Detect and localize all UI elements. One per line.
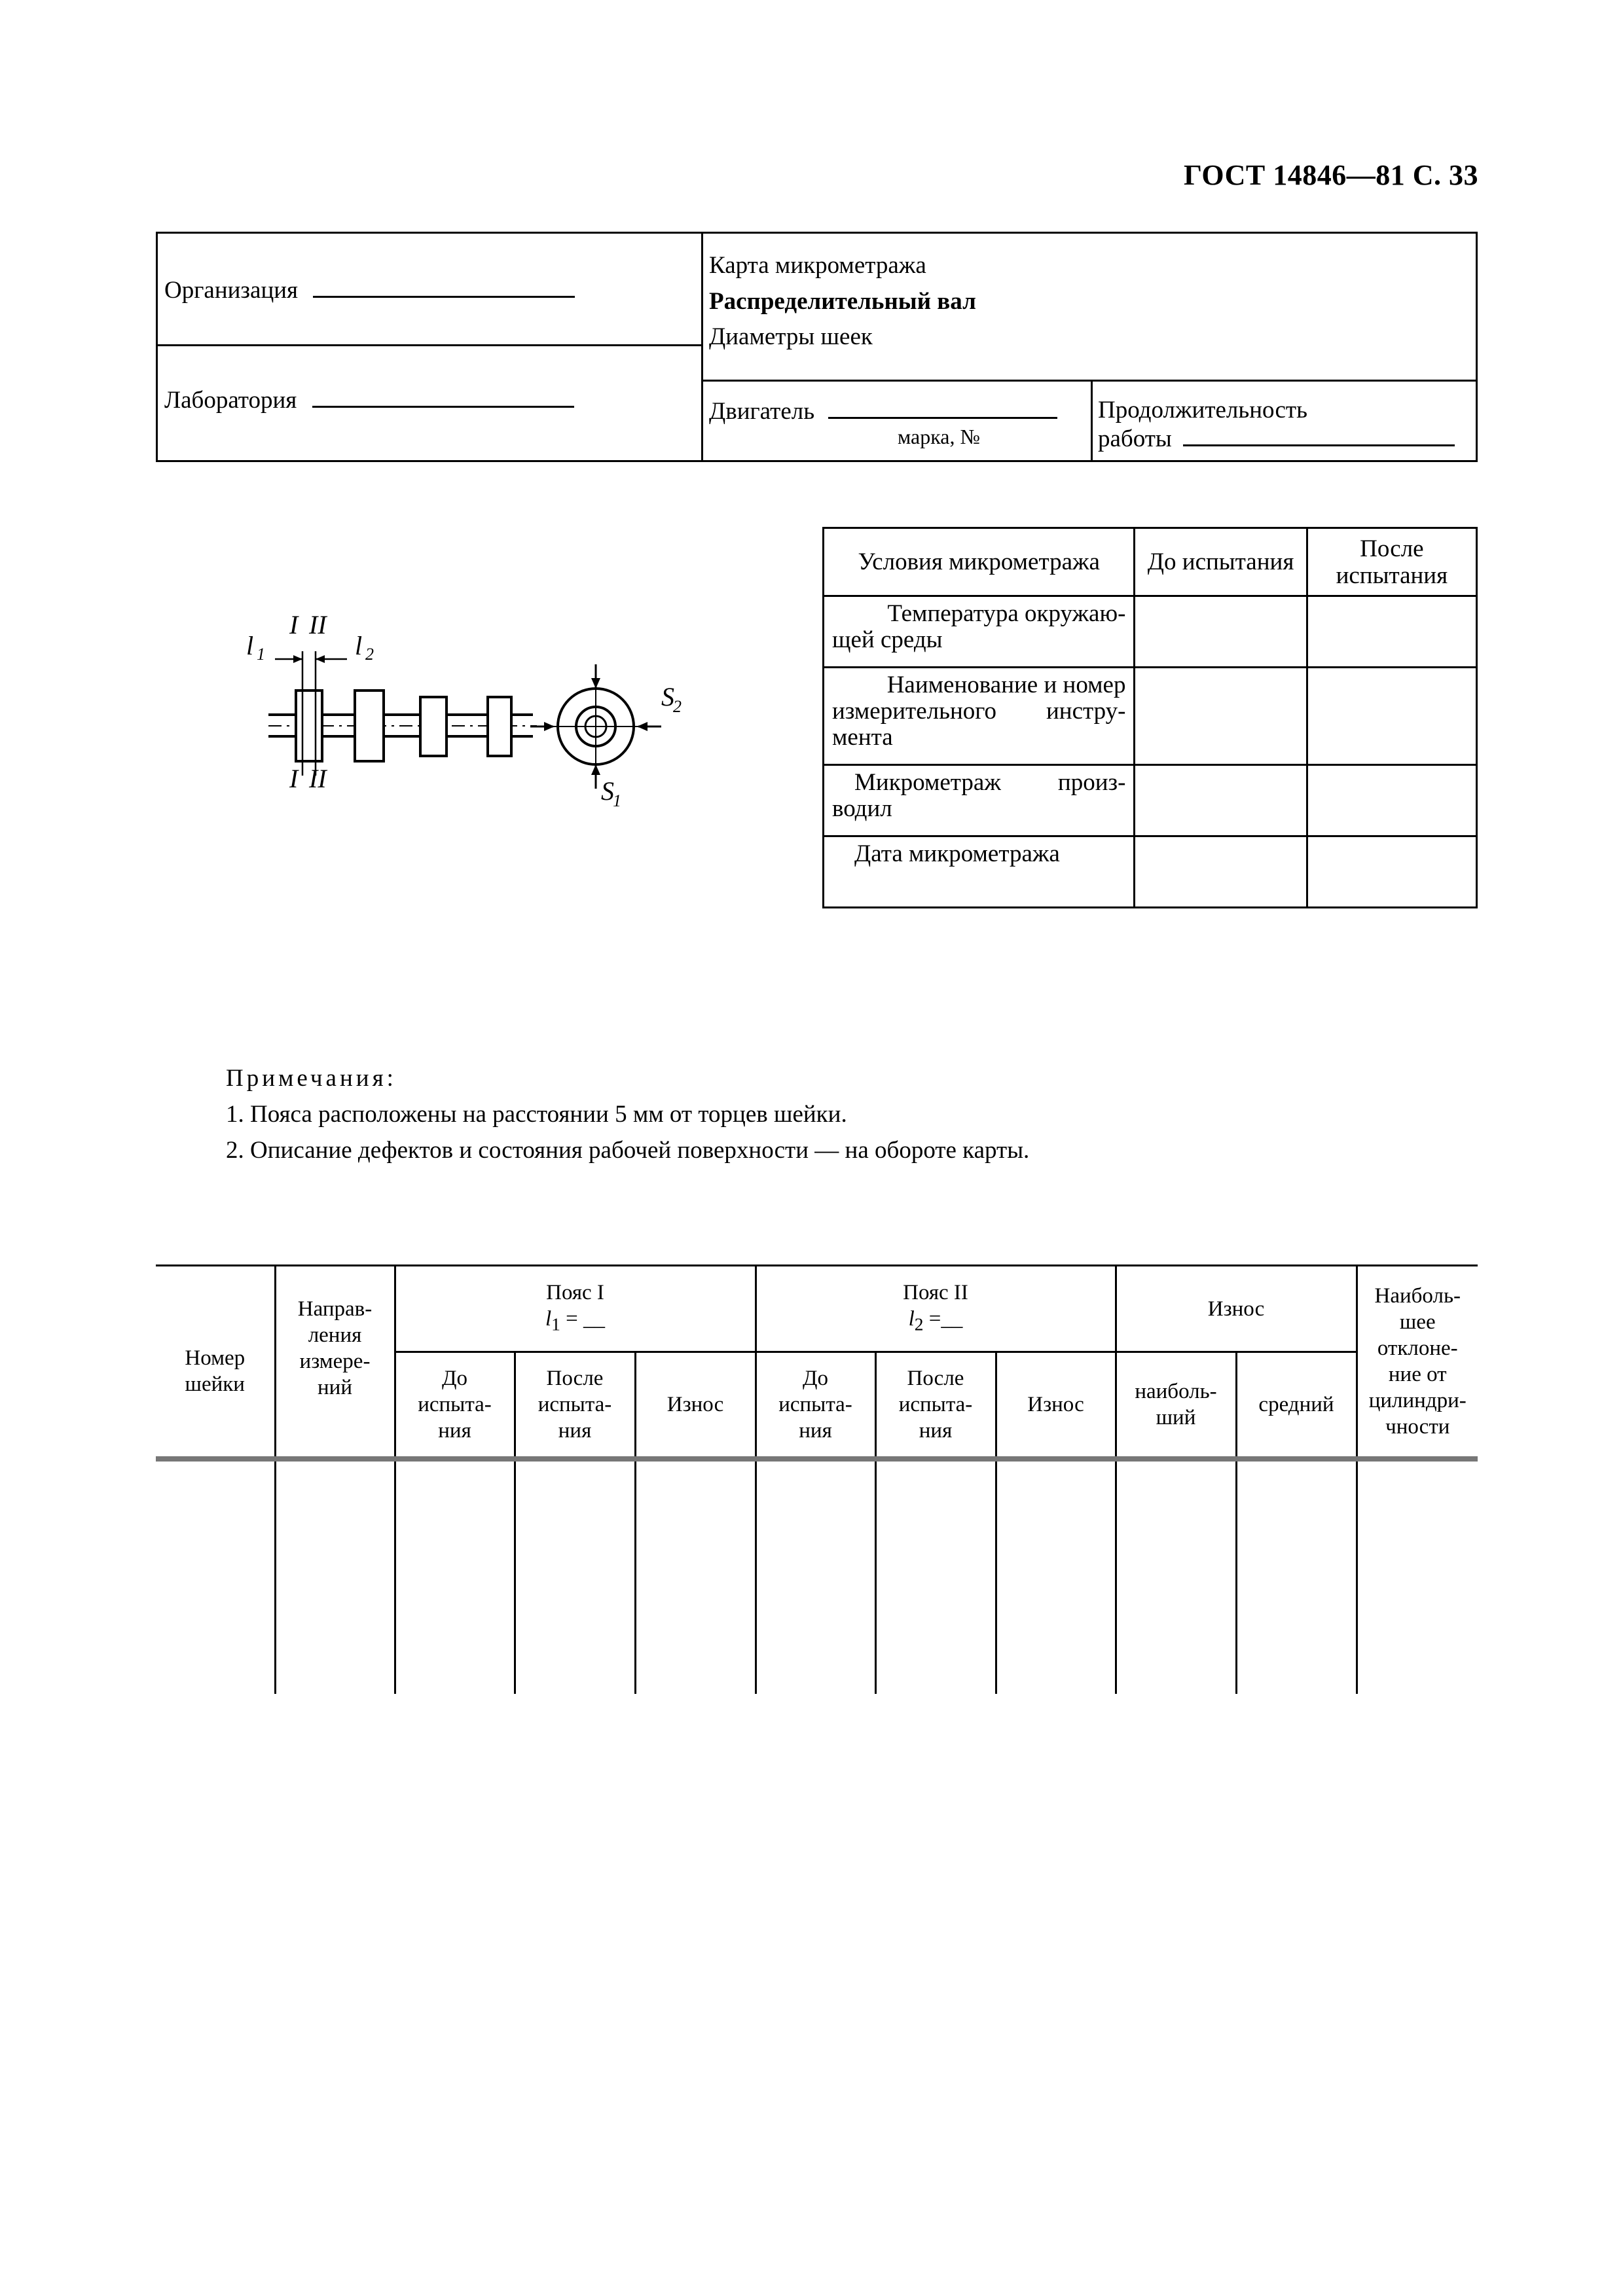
- l2-sub-label: 2: [365, 645, 374, 664]
- notes-block: [226, 1060, 1029, 1168]
- sub-line: испыта-: [778, 1392, 852, 1416]
- measurement-table: [156, 1265, 1478, 1694]
- col-cyl-line: отклоне-: [1377, 1336, 1458, 1360]
- card-title: Карта микрометража: [709, 252, 926, 279]
- engine-label: Двигатель: [709, 398, 815, 425]
- data-cell[interactable]: [156, 1459, 275, 1694]
- belt-i-before: [395, 1352, 515, 1459]
- data-cell[interactable]: [1116, 1459, 1236, 1694]
- conditions-cell-before[interactable]: [1135, 596, 1307, 668]
- col-cyl-line: чности: [1385, 1414, 1450, 1439]
- belt-ii-rest: =__: [923, 1307, 963, 1331]
- s1-sub-label: 1: [613, 791, 621, 810]
- col-direction-line: Направ-: [297, 1297, 373, 1321]
- sub-line: ния: [438, 1418, 471, 1443]
- conditions-cell-after[interactable]: [1307, 765, 1476, 836]
- belt-ii-var: l: [908, 1307, 915, 1331]
- sub-line: наиболь-: [1135, 1379, 1217, 1403]
- sub-line: испыта-: [538, 1392, 612, 1416]
- conditions-cell-after[interactable]: [1307, 668, 1476, 765]
- belt-ii-before: [756, 1352, 875, 1459]
- conditions-row-label: [824, 765, 1135, 836]
- section-i-bottom-label: I: [289, 764, 299, 793]
- label-line: Микрометраж произ-: [854, 769, 1126, 796]
- belt-i-formula: [396, 1306, 755, 1338]
- sub-line: До: [802, 1366, 828, 1390]
- conditions-cell-after[interactable]: [1307, 596, 1476, 668]
- measurement-header-row-1: [156, 1266, 1478, 1352]
- belt-ii-after: [875, 1352, 996, 1459]
- belt-i-var: l: [545, 1307, 552, 1331]
- belt-i-sub: 1: [551, 1314, 560, 1335]
- label-line: Температура окружаю-: [887, 600, 1126, 627]
- sub-line: испыта-: [898, 1392, 973, 1416]
- organization-field[interactable]: [164, 276, 575, 304]
- organization-label: Организация: [164, 277, 299, 304]
- note-item: 1. Пояса расположены на расстоянии 5 мм от торцев шейки.: [226, 1101, 847, 1128]
- col-direction-line: измере-: [299, 1349, 371, 1373]
- engine-sublabel: марка, №: [898, 425, 981, 448]
- conditions-cell-before[interactable]: [1135, 836, 1307, 908]
- belt-ii-formula: [757, 1306, 1115, 1338]
- sub-line: После: [546, 1366, 604, 1390]
- belt-ii-wear: Износ: [996, 1352, 1116, 1459]
- s1-label: S: [601, 776, 614, 806]
- conditions-cell-before[interactable]: [1135, 668, 1307, 765]
- sub-line: ния: [558, 1418, 592, 1443]
- conditions-row-label: [824, 668, 1135, 765]
- s2-sub-label: 2: [673, 697, 682, 716]
- data-cell[interactable]: [275, 1459, 395, 1694]
- laboratory-label: Лаборатория: [164, 387, 297, 414]
- card-header-block: [156, 232, 1478, 462]
- data-cell[interactable]: [875, 1459, 996, 1694]
- data-cell[interactable]: [635, 1459, 756, 1694]
- data-cell[interactable]: [996, 1459, 1116, 1694]
- label-line: щей среды: [832, 626, 943, 653]
- belt-i-rest: = __: [560, 1307, 606, 1331]
- section-ii-bottom-label: II: [309, 764, 327, 793]
- l1-sub-label: 1: [257, 645, 265, 664]
- conditions-cell-after[interactable]: [1307, 836, 1476, 908]
- subject-label: Диаметры шеек: [709, 323, 873, 350]
- label-line: Дата микрометража: [854, 840, 1060, 867]
- engine-field[interactable]: [709, 397, 1057, 425]
- conditions-header-before: До испытания: [1135, 528, 1307, 596]
- l1-label: l: [246, 631, 254, 660]
- sub-line: До: [441, 1366, 467, 1390]
- belt-ii-sub: 2: [914, 1314, 924, 1335]
- label-line: Наименование и номер: [886, 672, 1126, 698]
- conditions-row-operator: [824, 765, 1477, 836]
- duration-field[interactable]: [1098, 425, 1455, 453]
- data-cell[interactable]: [1236, 1459, 1357, 1694]
- belt-i-title: Пояс I: [546, 1281, 604, 1305]
- data-cell[interactable]: [1357, 1459, 1478, 1694]
- duration-label: Продолжительность: [1098, 397, 1307, 423]
- conditions-row-label: [824, 596, 1135, 668]
- col-direction-line: ний: [318, 1375, 352, 1399]
- belt-i-header: [395, 1266, 756, 1352]
- note-item: 2. Описание дефектов и состояния рабочей поверхности — на обороте карты.: [226, 1137, 1030, 1164]
- col-cyl-line: цилиндри-: [1368, 1388, 1467, 1412]
- label-line: мента: [832, 724, 893, 751]
- wear-group-header: Износ: [1116, 1266, 1357, 1352]
- conditions-header-label: Условия микрометража: [824, 528, 1135, 596]
- duration-label-line2: работы: [1098, 425, 1172, 452]
- col-direction: [275, 1266, 395, 1459]
- measurement-data-row: [156, 1459, 1478, 1694]
- wear-avg: средний: [1236, 1352, 1357, 1459]
- belt-i-wear: Износ: [635, 1352, 756, 1459]
- conditions-header-row: [824, 528, 1477, 596]
- belt-i-after: [515, 1352, 635, 1459]
- section-ii-top-label: II: [309, 610, 327, 639]
- wear-max: [1116, 1352, 1236, 1459]
- conditions-row-temperature: [824, 596, 1477, 668]
- page-header: ГОСТ 14846—81 С. 33: [1183, 159, 1478, 191]
- sub-line: ший: [1156, 1405, 1196, 1429]
- conditions-table: [822, 527, 1478, 908]
- camshaft-diagram: [242, 602, 701, 812]
- data-cell[interactable]: [395, 1459, 515, 1694]
- part-name: Распределительный вал: [709, 288, 976, 315]
- col-cyl-line: ние от: [1388, 1362, 1447, 1386]
- col-cyl-line: шее: [1399, 1310, 1436, 1334]
- col-journal-number: [156, 1266, 275, 1459]
- col-cylindricity: [1357, 1266, 1478, 1459]
- conditions-row-date: [824, 836, 1477, 908]
- sub-line: После: [907, 1366, 964, 1390]
- sub-line: ния: [799, 1418, 832, 1443]
- notes-title: Примечания:: [226, 1065, 397, 1092]
- sub-line: ния: [919, 1418, 953, 1443]
- col-cyl-line: Наиболь-: [1374, 1283, 1461, 1308]
- conditions-row-label: [824, 836, 1135, 908]
- laboratory-field[interactable]: [164, 386, 574, 414]
- belt-ii-title: Пояс II: [903, 1281, 968, 1305]
- conditions-cell-before[interactable]: [1135, 765, 1307, 836]
- l2-label: l: [355, 631, 363, 660]
- data-cell[interactable]: [515, 1459, 635, 1694]
- label-line: измерительного инстру-: [832, 698, 1126, 725]
- label-line: водил: [832, 795, 892, 822]
- conditions-row-instrument: [824, 668, 1477, 765]
- col-direction-line: ления: [308, 1323, 362, 1347]
- col-journal-text: Номер шейки: [185, 1346, 246, 1396]
- section-i-top-label: I: [289, 610, 299, 639]
- conditions-header-after: После испытания: [1307, 528, 1476, 596]
- data-cell[interactable]: [756, 1459, 875, 1694]
- belt-ii-header: [756, 1266, 1116, 1352]
- s2-label: S: [661, 682, 674, 711]
- sub-line: испыта-: [418, 1392, 492, 1416]
